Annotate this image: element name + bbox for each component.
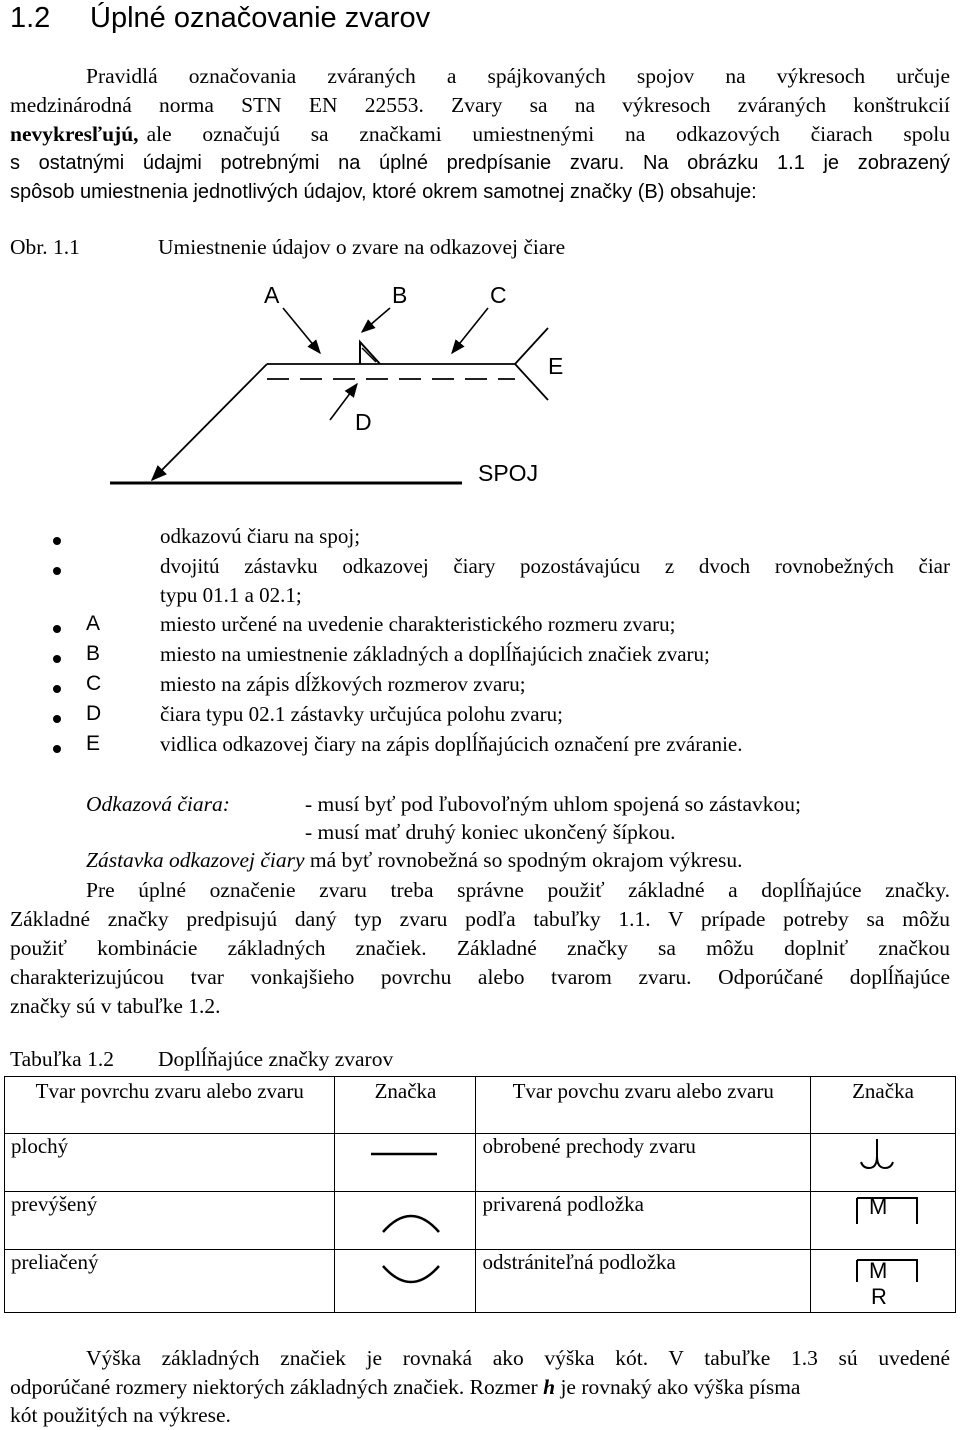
figure-caption: Umiestnenie údajov o zvare na odkazovej čiare xyxy=(158,235,566,259)
para2-line-4: charakterizujúcou tvar vonkajšieho povrchu alebo tvarom zvaru. Odporúčané doplĺňajúce xyxy=(10,965,950,989)
cell-other-symbol xyxy=(810,1250,955,1313)
pointer-a xyxy=(283,308,320,353)
weld-symbol-hatch xyxy=(362,348,376,362)
para3-line-2c: je rovnaký ako výška písma xyxy=(555,1375,801,1399)
cell-shape: preliačený xyxy=(5,1250,335,1313)
convex-arc-icon xyxy=(383,1216,439,1232)
table-caption: Doplĺňajúce značky zvarov xyxy=(158,1047,394,1071)
para2-line-3: použiť kombinácie základných značiek. Základné značky sa môžu doplniť značkou xyxy=(10,936,950,960)
legend-letter-d: D xyxy=(86,702,102,725)
cell-other-symbol xyxy=(810,1134,955,1192)
legend-letter-a: A xyxy=(86,612,101,635)
bullet-icon xyxy=(53,537,61,545)
legend-letter-c: C xyxy=(86,672,102,695)
pointer-d xyxy=(330,384,357,420)
label-joint: SPOJ xyxy=(478,460,539,486)
bullet-icon xyxy=(53,715,61,723)
cell-symbol xyxy=(335,1134,476,1192)
removable-symbol-r: R xyxy=(870,1284,887,1309)
intro-line-3 xyxy=(10,120,950,149)
smooth-transition-icon xyxy=(861,1139,893,1168)
section-heading xyxy=(10,2,430,35)
table-row xyxy=(5,1250,956,1313)
legend-item-d: čiara typu 02.1 zástavky určujúca polohu zvaru; xyxy=(160,702,563,726)
bullet-icon xyxy=(53,745,61,753)
label-d: D xyxy=(355,409,372,435)
rule-line-2: - musí mať druhý koniec ukončený šípkou. xyxy=(305,820,676,844)
cell-shape: prevýšený xyxy=(5,1192,335,1250)
section-title: Úplné označovanie zvarov xyxy=(90,2,431,34)
rule-line-label: Odkazová čiara: xyxy=(86,792,230,816)
intro-line-3-rest: ale označujú sa značkami umiestnenými na odkazových čiarach spolu xyxy=(146,122,950,146)
para3-line-1: Výška základných značiek je rovnaká ako výška kót. V tabuľke 1.3 sú uvedené xyxy=(86,1346,950,1370)
label-c: C xyxy=(490,282,507,308)
weld-reference-diagram xyxy=(0,270,960,500)
intro-line-2: medzinárodná norma STN EN 22553. Zvary sa na výkresoch zváraných konštrukcií xyxy=(10,93,950,117)
label-e: E xyxy=(548,353,564,379)
legend-item-b: miesto na umiestnenie základných a doplĺňajúcich značiek zvaru; xyxy=(160,642,710,666)
cell-other-symbol xyxy=(810,1192,955,1250)
cell-shape: plochý xyxy=(5,1134,335,1192)
legend-item-c: miesto na zápis dĺžkových rozmerov zvaru; xyxy=(160,672,526,696)
header-shape-2: Tvar povchu zvaru alebo zvaru xyxy=(476,1077,811,1134)
tail-fork-upper xyxy=(515,328,548,364)
rule-stop-label: Zástavka odkazovej čiary xyxy=(86,848,305,872)
intro-line-5-end: ) obsahuje: xyxy=(657,181,757,203)
header-shape: Tvar povrchu zvaru alebo zvaru xyxy=(5,1077,335,1134)
legend-item-stop-cont: typu 01.1 a 02.1; xyxy=(160,583,302,607)
rule-stop-text: má byť rovnobežná so spodným okrajom výkresu. xyxy=(309,848,743,872)
header-symbol: Značka xyxy=(335,1077,476,1134)
para2-line-2: Základné značky predpisujú daný typ zvaru podľa tabuľky 1.1. V prípade potreby sa môžu xyxy=(10,907,950,931)
intro-symbol-b: B xyxy=(644,181,658,203)
bullet-icon xyxy=(53,625,61,633)
para2-line-1: Pre úplné označenie zvaru treba správne použiť základné a doplĺňajúce značky. xyxy=(86,878,950,902)
intro-line-1: Pravidlá označovania zváraných a spájkovaných spojov na výkresoch určuje xyxy=(86,64,950,88)
bullet-icon xyxy=(53,655,61,663)
rule-stop xyxy=(86,848,742,873)
bullet-icon xyxy=(53,567,61,575)
pointer-c xyxy=(452,308,488,353)
para3-line-3: kót použitých na výkrese. xyxy=(10,1403,231,1427)
label-b: B xyxy=(392,282,408,308)
legend-item-a: miesto určené na uvedenie charakteristického rozmeru zvaru; xyxy=(160,612,676,636)
table-header-row xyxy=(5,1077,956,1134)
pointer-b xyxy=(362,308,390,332)
table-row xyxy=(5,1192,956,1250)
para3-symbol-h: h xyxy=(543,1375,556,1399)
legend-item-line: odkazovú čiaru na spoj; xyxy=(160,524,361,548)
table-row xyxy=(5,1134,956,1192)
arrow-line xyxy=(152,364,267,480)
legend-letter-e: E xyxy=(86,732,101,755)
para3-line-2 xyxy=(10,1373,950,1402)
label-a: A xyxy=(264,282,280,308)
bullet-icon xyxy=(53,685,61,693)
legend-item-stop: dvojitú zástavku odkazovej čiary pozostávajúcu z dvoch rovnobežných čiar xyxy=(160,554,950,578)
para3-line-2a: odporúčané rozmery niektorých základných značiek. Rozmer xyxy=(10,1375,544,1399)
header-symbol-2: Značka xyxy=(810,1077,955,1134)
cell-symbol xyxy=(335,1250,476,1313)
rule-line-1: - musí byť pod ľubovoľným uhlom spojená so zástavkou; xyxy=(305,792,802,816)
cell-other: odstrániteľná podložka xyxy=(476,1250,811,1313)
backing-symbol-m: M xyxy=(868,1194,888,1219)
intro-line-5 xyxy=(10,178,950,207)
section-number: 1.2 xyxy=(10,2,51,34)
cell-other: obrobené prechody zvaru xyxy=(476,1134,811,1192)
intro-bold-word: nevykresľujú, xyxy=(10,122,139,146)
table-number: Tabuľka 1.2 xyxy=(10,1047,114,1071)
tail-fork-lower xyxy=(515,364,548,400)
weld-symbol-fillet xyxy=(360,342,380,364)
legend-letter-b: B xyxy=(86,642,101,665)
legend-item-e: vidlica odkazovej čiary na zápis doplĺňajúcich označení pre zváranie. xyxy=(160,732,743,756)
cell-other: privarená podložka xyxy=(476,1192,811,1250)
figure-number: Obr. 1.1 xyxy=(10,235,80,259)
intro-line-4: s ostatnými údajmi potrebnými na úplné predpísanie zvaru. Na obrázku 1.1 je zobrazený xyxy=(10,152,950,174)
intro-line-5-text: spôsob umiestnenia jednotlivých údajov, ktoré okrem samotnej značky ( xyxy=(10,181,645,203)
para2-line-5: značky sú v tabuľke 1.2. xyxy=(10,994,221,1018)
supplementary-symbols-table xyxy=(4,1076,956,1313)
concave-arc-icon xyxy=(383,1266,439,1282)
cell-symbol xyxy=(335,1192,476,1250)
removable-symbol-m: M xyxy=(868,1258,888,1283)
